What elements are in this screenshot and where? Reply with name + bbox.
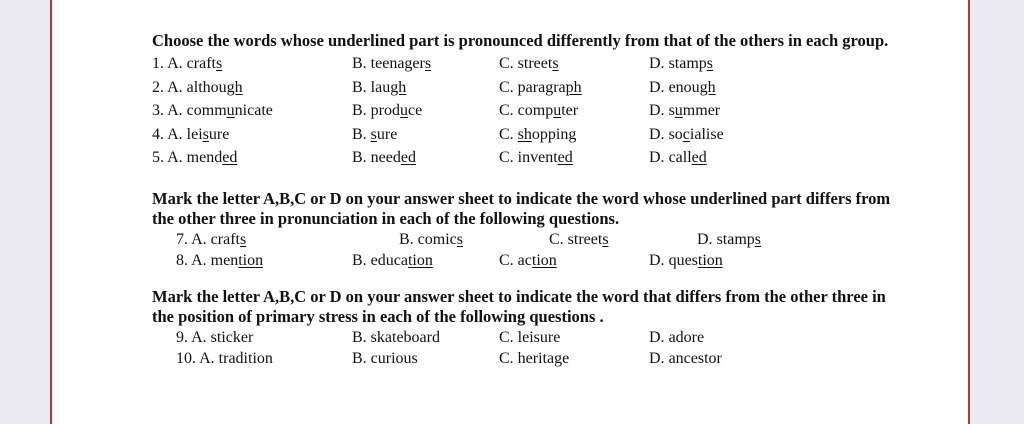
- option-label: 10. A.: [176, 349, 219, 367]
- section-1-heading: Choose the words whose underlined part is pronounced differently from that of the others in each group.: [152, 31, 889, 50]
- question-row: [152, 348, 892, 369]
- word-part: prod: [370, 102, 400, 119]
- word-part: educa: [370, 251, 408, 269]
- underlined-part: s: [370, 125, 377, 143]
- underlined-part: sh: [517, 125, 532, 143]
- answer-option-d: [649, 327, 704, 348]
- word-part: comp: [517, 102, 554, 119]
- answer-option-b: [352, 327, 440, 348]
- option-label: D.: [649, 328, 669, 346]
- word-part: teenager: [370, 55, 425, 72]
- underlined-part: tion: [531, 251, 557, 269]
- word-part: lau: [370, 78, 391, 96]
- answer-option-a: [152, 146, 237, 170]
- word-part: ure: [208, 125, 230, 143]
- word-part: leisure: [517, 328, 561, 346]
- underlined-part: s: [552, 55, 559, 72]
- answer-option-c: [499, 250, 557, 271]
- answer-option-d: [697, 229, 761, 250]
- option-label: B.: [352, 251, 371, 269]
- word-part: adore: [668, 328, 705, 346]
- word-part: comic: [417, 230, 457, 248]
- answer-option-d: [649, 250, 723, 271]
- word-part: comm: [186, 102, 227, 119]
- word-part: curious: [370, 349, 418, 367]
- answer-option-d: [649, 348, 722, 369]
- underlined-part: s: [602, 230, 609, 248]
- word-part: so: [668, 125, 683, 143]
- underlined-part: tion: [697, 251, 723, 269]
- option-label: B.: [352, 78, 371, 96]
- word-part: ques: [668, 251, 698, 269]
- word-part: need: [370, 149, 401, 166]
- answer-option-c: [549, 229, 609, 250]
- section-3-heading: Mark the letter A,B,C or D on your answer sheet to indicate the word that differs from the other three in the position of primary stress in each of the following questions .: [152, 286, 886, 326]
- word-part: paragra: [517, 78, 566, 96]
- answer-option-b: [352, 348, 418, 369]
- option-label: C.: [499, 125, 518, 143]
- word-part: ialise: [689, 125, 724, 143]
- answer-option-a: [152, 52, 222, 76]
- answer-option-b: [352, 123, 397, 147]
- word-part: ure: [376, 125, 398, 143]
- option-label: C.: [499, 349, 518, 367]
- underlined-part: ph: [565, 78, 582, 96]
- answer-option-c: [499, 99, 578, 123]
- option-label: B.: [352, 349, 371, 367]
- word-part: craft: [186, 55, 216, 72]
- option-label: B.: [352, 149, 371, 166]
- option-label: C.: [499, 102, 518, 119]
- answer-option-d: [649, 146, 707, 170]
- answer-option-b: [352, 99, 422, 123]
- underlined-part: c: [682, 125, 690, 143]
- word-part: enou: [668, 78, 700, 96]
- question-row: [152, 76, 892, 100]
- underlined-part: u: [226, 102, 235, 119]
- answer-option-b: [352, 52, 431, 76]
- underlined-part: gh: [699, 78, 716, 96]
- word-part: ce: [408, 102, 423, 119]
- word-part: invent: [517, 149, 558, 166]
- option-label: C.: [499, 149, 518, 166]
- word-part: men: [210, 251, 239, 269]
- document-page: [50, 0, 970, 424]
- option-label: D.: [649, 55, 669, 72]
- section-2-questions: [152, 229, 892, 271]
- option-label: C.: [499, 251, 518, 269]
- word-part: street: [567, 230, 603, 248]
- option-label: 8. A.: [176, 251, 211, 269]
- answer-option-c: [499, 123, 576, 147]
- underlined-part: ed: [400, 149, 416, 166]
- word-part: stamp: [668, 55, 707, 72]
- option-label: B.: [352, 55, 371, 72]
- word-part: althou: [186, 78, 227, 96]
- underlined-part: u: [674, 102, 683, 119]
- option-label: B.: [352, 102, 371, 119]
- question-row: [152, 327, 892, 348]
- option-label: 5. A.: [152, 149, 187, 166]
- word-part: opping: [531, 125, 577, 143]
- word-part: lei: [186, 125, 203, 143]
- option-label: C.: [549, 230, 568, 248]
- underlined-part: ed: [691, 149, 707, 166]
- word-part: call: [668, 149, 692, 166]
- option-label: D.: [649, 349, 669, 367]
- word-part: ac: [517, 251, 532, 269]
- option-label: C.: [499, 328, 518, 346]
- answer-option-b: [352, 146, 416, 170]
- word-part: street: [517, 55, 553, 72]
- word-part: ancestor: [668, 349, 722, 367]
- worksheet-content: [152, 30, 892, 369]
- option-label: C.: [499, 55, 518, 72]
- answer-option-b: [352, 76, 406, 100]
- answer-option-a: [176, 348, 273, 369]
- answer-option-c: [499, 52, 559, 76]
- underlined-part: gh: [226, 78, 243, 96]
- underlined-part: tion: [238, 251, 264, 269]
- answer-option-d: [649, 76, 716, 100]
- underlined-part: ed: [222, 149, 238, 166]
- section-3-questions: [152, 327, 892, 369]
- answer-option-d: [649, 52, 713, 76]
- answer-option-b: [399, 229, 463, 250]
- underlined-part: s: [706, 55, 714, 72]
- answer-option-a: [176, 229, 246, 250]
- answer-option-c: [499, 146, 573, 170]
- option-label: B.: [352, 328, 371, 346]
- answer-option-c: [499, 76, 582, 100]
- underlined-part: u: [400, 102, 408, 119]
- word-part: heritage: [517, 349, 570, 367]
- option-label: D.: [649, 149, 669, 166]
- answer-option-d: [649, 99, 720, 123]
- section-1-questions: [152, 52, 892, 170]
- underlined-part: s: [424, 55, 432, 72]
- section-2-heading: Mark the letter A,B,C or D on your answer sheet to indicate the word whose underlined part differs from the other three in pronunciation in each of the following questions.: [152, 188, 891, 228]
- word-part: s: [668, 102, 675, 119]
- underlined-part: s: [202, 125, 209, 143]
- word-part: nicate: [234, 102, 273, 119]
- option-label: D.: [649, 125, 669, 143]
- question-row: [152, 99, 892, 123]
- answer-option-a: [176, 250, 263, 271]
- option-label: C.: [499, 78, 518, 96]
- question-row: [152, 52, 892, 76]
- answer-option-c: [499, 327, 560, 348]
- word-part: sticker: [210, 328, 254, 346]
- underlined-part: s: [215, 55, 223, 72]
- option-label: 4. A.: [152, 125, 187, 143]
- answer-option-a: [152, 76, 243, 100]
- word-part: tradition: [218, 349, 273, 367]
- option-label: D.: [649, 251, 669, 269]
- question-row: [152, 229, 892, 250]
- question-row: [152, 123, 892, 147]
- question-row: [152, 250, 892, 271]
- option-label: D.: [649, 102, 669, 119]
- underlined-part: u: [553, 102, 562, 119]
- answer-option-a: [152, 99, 273, 123]
- question-row: [152, 146, 892, 170]
- word-part: ter: [561, 102, 579, 119]
- option-label: B.: [352, 125, 371, 143]
- answer-option-b: [352, 250, 433, 271]
- underlined-part: tion: [407, 251, 433, 269]
- option-label: 2. A.: [152, 78, 187, 96]
- answer-option-c: [499, 348, 569, 369]
- option-label: D.: [697, 230, 717, 248]
- option-label: 1. A.: [152, 55, 187, 72]
- word-part: skateboard: [370, 328, 440, 346]
- option-label: 3. A.: [152, 102, 187, 119]
- option-label: 9. A.: [176, 328, 211, 346]
- underlined-part: s: [456, 230, 463, 248]
- option-label: 7. A.: [176, 230, 211, 248]
- word-part: mmer: [682, 102, 721, 119]
- underlined-part: s: [239, 230, 247, 248]
- option-label: B.: [399, 230, 418, 248]
- word-part: mend: [186, 149, 223, 166]
- underlined-part: s: [754, 230, 762, 248]
- answer-option-a: [152, 123, 229, 147]
- answer-option-a: [176, 327, 253, 348]
- option-label: D.: [649, 78, 669, 96]
- word-part: craft: [210, 230, 240, 248]
- answer-option-d: [649, 123, 724, 147]
- underlined-part: ed: [557, 149, 573, 166]
- underlined-part: gh: [390, 78, 407, 96]
- word-part: stamp: [716, 230, 755, 248]
